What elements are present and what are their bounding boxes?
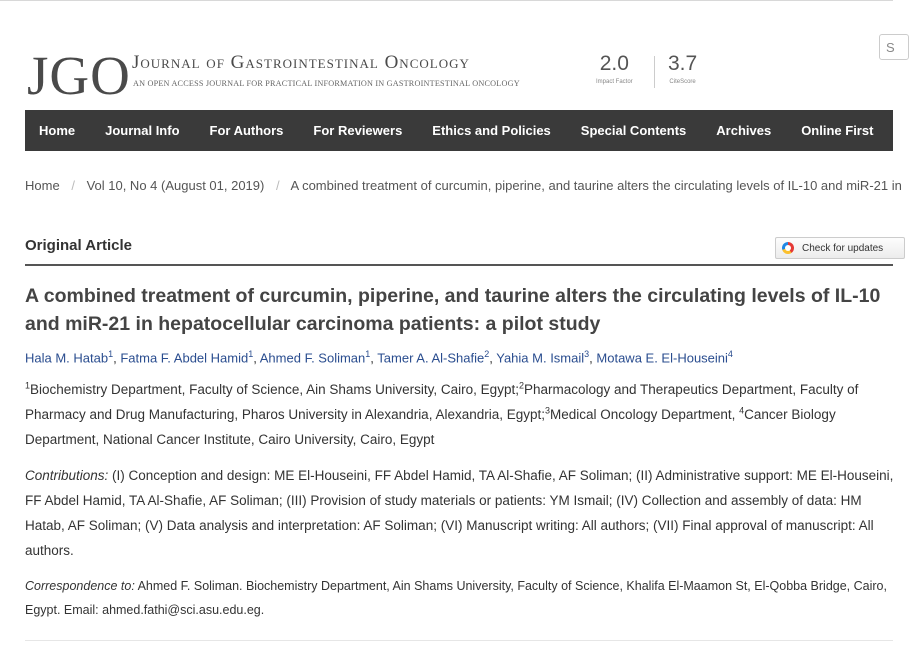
affiliation-text: Medical Oncology Department, [550,407,740,422]
breadcrumb [25,178,902,193]
article-title: A combined treatment of curcumin, piperine, and taurine alters the circulating levels of IL-10 and miR-21 in hepatocellular carcinoma patients: a pilot study [25,285,881,335]
affiliation-number: 2 [518,380,524,391]
main-nav [25,110,893,151]
author-affiliation-number: 2 [484,349,490,359]
author-affiliation-number: 1 [108,349,114,359]
author-link[interactable]: Motawa E. El-Houseini [596,350,728,366]
citescore[interactable] [668,52,697,85]
breadcrumb-current: A combined treatment of curcumin, piperine, and taurine alters the circulating levels of IL-10 and miR-21 in [290,178,902,193]
correspondence-text: Ahmed F. Soliman. Biochemistry Department, Ain Shams University, Faculty of Science, Khalifa El-Maamon St, El-Qobba Bridge, Cairo, Egypt. Email: ahmed.fathi@sci.asu.edu.eg. [25,579,887,617]
contributions-text: (I) Conception and design: ME El-Houseini, FF Abdel Hamid, TA Al-Shafie, AF Soliman; (II) Administrative support: ME El-Houseini, FF Abdel Hamid, TA Al-Shafie, AF Soliman; (III) Provision of study materials or patients: YM Ismail; (IV) Collection and assembly of data: HM Hatab, AF Soliman; (V) Data analysis and interpretation: AF Soliman; (VI) Manuscript writing: All authors; (VII) Final approval of manuscript: All authors. [25,468,894,558]
author-link[interactable]: Hala M. Hatab [25,350,109,366]
nav-for-reviewers[interactable]: For Reviewers [313,123,403,138]
author-list: Hala M. Hatab$^1$, Fatma F. Abdel Hamid$^1$, Ahmed F. Soliman$^1$, Tamer A. Al-Shafie$^2$, Yahia M. Ismail$^3$, Motawa E. El-Houseini$^4$ [25,349,733,366]
author-affiliation-number: 1 [248,349,254,359]
journal-logo[interactable]: JGO [27,45,131,106]
breadcrumb-issue[interactable]: Vol 10, No 4 (August 01, 2019) [86,178,265,193]
author-link[interactable]: Yahia M. Ismail [496,350,585,366]
nav-ethics-policies[interactable]: Ethics and Policies [432,123,551,138]
nav-for-authors[interactable]: For Authors [209,123,284,138]
author-affiliation-number: 3 [584,349,590,359]
author-affiliation-number: 1 [365,349,371,359]
breadcrumb-home[interactable]: Home [25,178,60,193]
author-link[interactable]: Tamer A. Al-Shafie [377,350,485,366]
affiliation-text: Biochemistry Department, Faculty of Science, Ain Shams University, Cairo, Egypt; [30,382,519,397]
search-input[interactable]: S [879,34,909,60]
correspondence-label: Correspondence to: [25,579,135,593]
nav-special-contents[interactable]: Special Contents [580,123,687,138]
journal-tagline: AN OPEN ACCESS JOURNAL FOR PRACTICAL INFORMATION IN GASTROINTESTINAL ONCOLOGY [133,79,520,88]
contributions-label: Contributions: [25,468,109,483]
section-divider [25,264,893,266]
bottom-divider [25,640,893,641]
affiliation-number: 4 [739,405,745,416]
citescore-value: 3.7 [668,52,698,75]
impact-factor-label: Impact Factor [596,79,633,85]
impact-factor-value: 2.0 [599,52,629,75]
impact-factor[interactable] [596,52,633,85]
affiliation-number: 1 [25,380,31,391]
nav-journal-info[interactable]: Journal Info [105,123,180,138]
nav-online-first[interactable]: Online First [801,123,874,138]
journal-name[interactable]: Journal of Gastrointestinal Oncology [132,52,470,73]
breadcrumb-separator: / [275,178,280,193]
top-border [0,0,893,1]
author-link[interactable]: Ahmed F. Soliman [259,350,366,366]
affiliation-number: 3 [545,405,551,416]
author-affiliation-number: 4 [727,349,733,359]
correspondence [25,574,895,622]
contributions [25,463,895,563]
affiliation-text: Cancer Biology Department, National Cancer Institute, Cairo University, Cairo, Egypt [25,407,836,447]
citescore-label: CiteScore [669,79,696,85]
affiliation-text: Pharmacology and Therapeutics Department, Faculty of Pharmacy and Drug Manufacturing, Pharos University in Alexandria, Alexandria, Egypt; [25,382,859,422]
author-link[interactable]: Fatma F. Abdel Hamid [120,350,249,366]
metric-divider [654,56,655,88]
breadcrumb-separator: / [71,178,75,193]
nav-home[interactable]: Home [39,123,76,138]
check-for-updates-label: Check for updates [802,242,884,254]
nav-archives[interactable]: Archives [716,123,772,138]
crossmark-icon [782,242,794,254]
article-type: Original Article [25,237,132,254]
affiliations [25,377,895,452]
check-for-updates-button[interactable] [775,237,905,259]
